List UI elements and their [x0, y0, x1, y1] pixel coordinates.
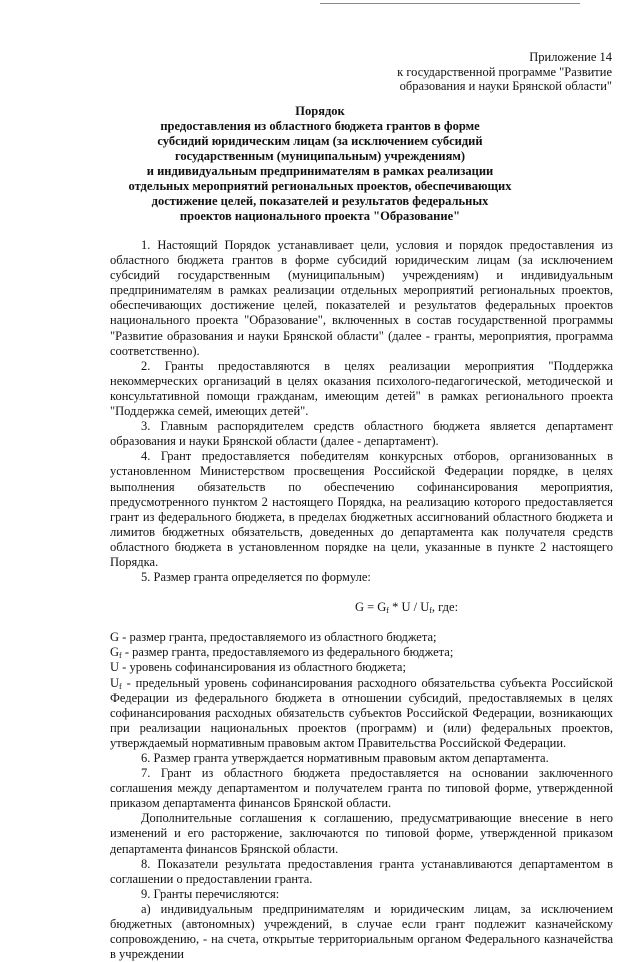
paragraph-9a: а) индивидуальным предпринимателям и юридическим лицам, за исключением бюджетных (автономных) учреждений, в случае если грант подлежит казначейскому сопровождению, - на счета, открытые территориальным органом Федерального казначейства в учреждении	[110, 901, 613, 962]
formula-subscript: f	[429, 606, 432, 616]
document-title	[110, 104, 530, 224]
document-body	[110, 238, 613, 962]
paragraph-7: 7. Грант из областного бюджета предоставляется на основании заключенного соглашения между департаментом и получателем гранта по типовой форме, утвержденной приказом департамента финансов Брянской области.	[110, 766, 613, 811]
definition-g: G - размер гранта, предоставляемого из областного бюджета;	[110, 630, 437, 645]
paragraph-5: 5. Размер гранта определяется по формуле:	[141, 570, 371, 585]
definition-uf	[110, 676, 613, 751]
definition-symbol: G	[110, 645, 120, 660]
definition-text: - размер гранта, предоставляемого из федерального бюджета;	[121, 645, 454, 660]
paragraph-9: 9. Гранты перечисляются:	[141, 886, 280, 901]
title-line: субсидий юридическим лицам (за исключением субсидий	[157, 134, 483, 148]
formula-part: G = G	[354, 600, 387, 615]
title-line: предоставления из областного бюджета грантов в форме	[160, 119, 480, 133]
appendix-line: к государственной программе "Развитие	[397, 64, 612, 79]
paragraph-1: 1. Настоящий Порядок устанавливает цели, условия и порядок предоставления из областного бюджета грантов в форме субсидий юридическим лицам (за исключением субсидий государственным (муниципальным) учреждениям) и индивидуальным предпринимателям в рамках реализации отдельных мероприятий региональных проектов, обеспечивающих достижение целей, показателей и результатов федеральных проектов национального проекта "Образование", включенных в состав государственной программы "Развитие образования и науки Брянской области" (далее - гранты, мероприятия, программа соответственно).	[110, 238, 613, 358]
title-line: проектов национального проекта "Образование"	[179, 209, 461, 223]
appendix-line: образования и науки Брянской области"	[399, 79, 612, 93]
title-line: отдельных мероприятий региональных проектов, обеспечивающих	[128, 179, 512, 193]
appendix-header	[312, 50, 612, 94]
definition-subscript: f	[119, 651, 122, 661]
paragraph-7-additional: Дополнительные соглашения к соглашению, предусматривающие внесение в него изменений и его расторжение, заключаются по типовой форме, утвержденной приказом департамента финансов Брянской области.	[110, 811, 613, 856]
definition-subscript: f	[119, 681, 122, 691]
title-line: достижение целей, показателей и результатов федеральных	[151, 194, 489, 208]
appendix-line: Приложение 14	[529, 50, 612, 64]
formula-part: * U / U	[388, 600, 430, 615]
grant-formula	[110, 600, 613, 615]
paragraph-8: 8. Показатели результата предоставления гранта устанавливаются департаментом в соглашении о предоставлении гранта.	[110, 856, 613, 886]
definition-u: U - уровень софинансирования из областного бюджета;	[110, 660, 406, 675]
definition-symbol: U	[110, 675, 120, 690]
definition-text: - предельный уровень софинансирования расходного обязательства субъекта Российской Федерации из федерального бюджета в отношении субсидий, предоставляемых в целях софинансирования расходных обязательств субъектов Российской Федерации, возникающих при реализации национальных проектов (программ) и (или) федеральных проектов, утверждаемый нормативным правовым актом Правительства Российской Федерации.	[110, 675, 613, 750]
paragraph-3: 3. Главным распорядителем средств областного бюджета является департамент образования и науки Брянской области (далее - департамент).	[110, 419, 613, 449]
title-line: и индивидуальным предпринимателям в рамках реализации	[146, 164, 494, 178]
definition-gf	[110, 645, 613, 660]
paragraph-4: 4. Грант предоставляется победителям конкурсных отборов, организованных в установленном Министерством просвещения Российской Федерации порядке, в целях выполнения обязательств по обеспечению софинансирования мероприятия, предусмотренного пунктом 2 настоящего Порядка, на реализацию которого предоставляется грант из федерального бюджета, в пределах бюджетных ассигнований областного бюджета и лимитов бюджетных обязательств, доведенных до департамента как получателя средств областного бюджета в установленном порядке на цели, указанные в пункте 2 настоящего Порядка.	[110, 449, 613, 569]
title-line: Порядок	[295, 104, 345, 118]
paragraph-2: 2. Гранты предоставляются в целях реализации мероприятия "Поддержка некоммерческих организаций в целях оказания психолого-педагогической, методической и консультативной помощи гражданам, имеющим детей" в рамках регионального проекта "Поддержка семей, имеющих детей".	[110, 358, 613, 419]
title-line: государственным (муниципальным) учреждениям)	[174, 149, 466, 163]
paragraph-6: 6. Размер гранта утверждается нормативным правовым актом департамента.	[141, 751, 549, 765]
formula-part: , где:	[431, 600, 459, 615]
formula-subscript: f	[386, 606, 389, 616]
